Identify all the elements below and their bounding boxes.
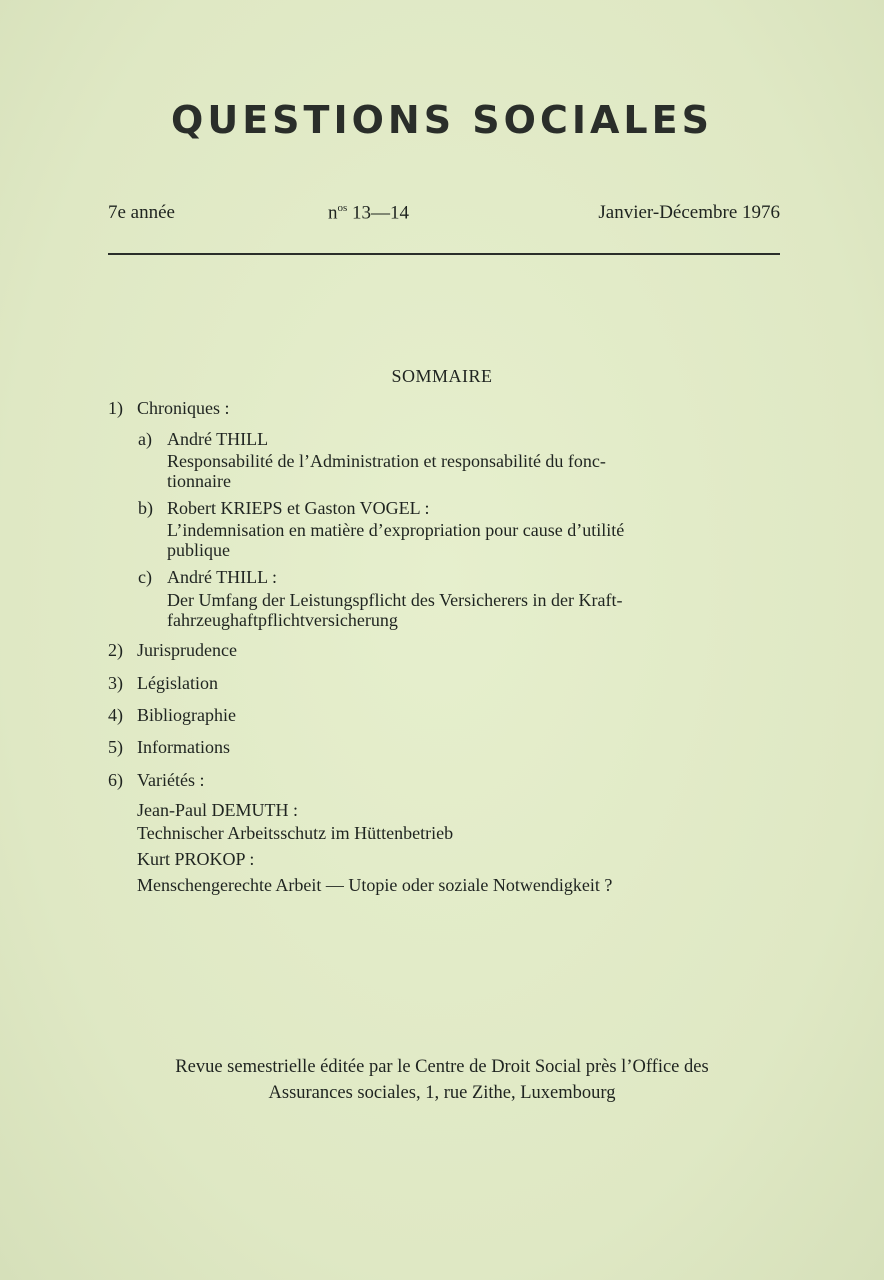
varietes-author: Kurt PROKOP : [137,849,255,869]
desc-line: fahrzeughaftpflichtversicherung [167,610,398,630]
issue-year: 7e année [108,202,175,223]
toc-subitem-letter: a) [138,429,152,449]
desc-line: L’indemnisation en matière d’expropriation pour cause d’utilité [167,520,625,540]
issue-number [328,202,409,224]
toc-subitem-desc [167,590,778,630]
toc-item-label: Jurisprudence [137,640,237,660]
toc-subitem-desc [167,451,778,491]
journal-title: QUESTIONS SOCIALES [171,98,713,142]
desc-line: Responsabilité de l’Administration et responsabilité du fonc- [167,451,606,471]
varietes-author: Jean-Paul DEMUTH : [137,800,298,820]
issue-info [108,202,780,226]
publisher-line: Assurances sociales, 1, rue Zithe, Luxembourg [268,1083,616,1103]
varietes-title: Technischer Arbeitsschutz im Hüttenbetrieb [137,823,454,843]
toc-item-number: 5) [108,737,123,757]
toc-item-label: Variétés : [137,770,205,790]
toc-item-label: Bibliographie [137,705,236,725]
toc-item-label: Informations [137,737,230,757]
toc-item-number: 6) [108,770,123,790]
issue-number-value: 13—14 [352,202,410,224]
toc-subitem-author: Robert KRIEPS et Gaston VOGEL : [167,498,430,518]
desc-line: tionnaire [167,471,231,491]
toc-item-label: Législation [137,673,218,693]
issue-number-sup: os [337,202,348,214]
toc-subitem-author: André THILL [167,429,269,449]
toc-item-label: Chroniques : [137,398,230,418]
publisher-note [100,1054,784,1106]
toc-item-number: 2) [108,640,123,660]
sommaire-heading: SOMMAIRE [391,366,493,386]
toc-subitem-desc [167,520,778,560]
issue-number-prefix: n [328,202,338,224]
toc-subitem-letter: b) [138,498,153,518]
toc-subitem-letter: c) [138,567,152,587]
varietes-title: Menschengerechte Arbeit — Utopie oder soziale Notwendigkeit ? [137,875,613,895]
desc-line: publique [167,540,230,560]
toc-item-number: 4) [108,705,123,725]
desc-line: Der Umfang der Leistungspflicht des Versicherers in der Kraft- [167,590,623,610]
header-divider [108,253,780,255]
publisher-line: Revue semestrielle éditée par le Centre de Droit Social près l’Office des [175,1057,709,1077]
toc-item-number: 3) [108,673,123,693]
issue-date: Janvier-Décembre 1976 [598,202,780,223]
toc-item-number: 1) [108,398,123,418]
toc-subitem-author: André THILL : [167,567,277,587]
